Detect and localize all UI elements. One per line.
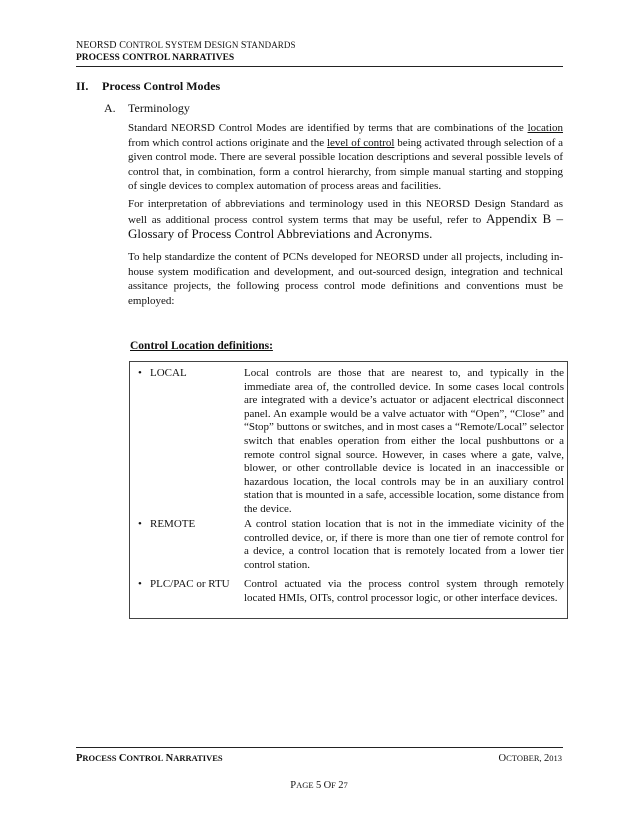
control-location-title: Control Location definitions:: [130, 340, 273, 352]
definition-term: [138, 578, 242, 592]
subsection-heading: [104, 101, 190, 116]
footer-date: OCTOBER, 2013: [498, 753, 562, 764]
term-label: REMOTE: [150, 518, 196, 530]
term-level-of-control: level of control: [326, 136, 395, 149]
section-heading: [76, 79, 220, 94]
definition-text: Local controls are those that are nearest to, and typically in the immediate area of, the controlled device. In some cases local controls are integrated with a device’s actuator or adjacent electrical disconnect panel. An example would be a valve actuator with “Open”, “Close” and “Stop” buttons or switches, and in most cases a “Remote/Local” selector switch that enables operation from either the local pushbuttons or a remote control signal source. However, in cases where a gate, valve, blower, or other controllable device is located in an inaccessible or hazardous location, the local controls may be in an auxiliary control station that is mounted in a safe, accessible location, some distance from the device.: [244, 367, 564, 515]
page-number: PAGE 5 OF 27: [290, 780, 348, 791]
term-label: LOCAL: [150, 367, 187, 379]
subsection-letter: A.: [104, 101, 116, 115]
p1-text-3: being activated through selection of a given control mode. There are several possible location descriptions and several possible levels of control that, in combination, form a control hierarchy, from simple manual starting and stopping of single devices to complex automation of process areas and facilities.: [128, 136, 564, 193]
header-text-part: S: [165, 40, 171, 51]
p2-text: For interpretation of abbreviations and terminology used in this NEORSD Design Standard as well as additional process control system terms that may be useful, refer to: [128, 198, 563, 226]
paragraph-control-modes: [128, 121, 563, 194]
p1-text-1: Standard NEORSD Control Modes are identified by terms that are combinations of the: [128, 122, 528, 134]
bullet-icon: •: [138, 578, 142, 590]
header-rule: [76, 66, 563, 67]
p1-text-2: from which control actions originate and the: [128, 136, 327, 149]
header-text-part: ESIGN: [211, 40, 241, 50]
control-location-table: [129, 361, 568, 619]
running-header-subtitle: PROCESS CONTROL NARRATIVES: [76, 53, 235, 63]
footer-rule: [76, 747, 563, 748]
appendix-reference: Appendix B – Glossary of Process Control Abbreviations and Acronyms.: [128, 210, 563, 242]
header-text-part: YSTEM: [170, 40, 205, 50]
header-text-part: NEORSD: [76, 40, 120, 51]
header-text-part: C: [119, 40, 126, 51]
term-location: location: [527, 122, 563, 134]
definition-text: A control station location that is not in the immediate vicinity of the controlled device, or, if there is more than one tier of remote control for a device, a control location that is remotely located from a lower tier control station.: [244, 518, 564, 571]
section-title: Process Control Modes: [102, 79, 221, 93]
header-text-part: D: [204, 40, 212, 51]
running-header-title: [76, 40, 296, 51]
paragraph-standardize: To help standardize the content of PCNs developed for NEORSD under all projects, including in-house system modification and development, and out-sourced design, integration and technical assitance projects, the following process control mode definitions and conventions must be employed:: [128, 251, 563, 307]
definition-term: [138, 367, 242, 381]
header-text-part: ONTROL: [126, 40, 166, 50]
term-label: PLC/PAC or RTU: [150, 578, 230, 590]
section-number: II.: [76, 79, 89, 93]
bullet-icon: •: [138, 367, 142, 379]
bullet-icon: •: [138, 518, 142, 530]
definition-text: Control actuated via the process control system through remotely located HMIs, OITs, control processor logic, or other interface devices.: [244, 578, 564, 604]
paragraph-abbreviations: [128, 197, 563, 243]
subsection-title: Terminology: [128, 101, 190, 115]
footer-title: PROCESS CONTROL NARRATIVES: [76, 753, 223, 764]
header-text-part: TANDARDS: [246, 40, 296, 50]
definition-term: [138, 518, 242, 532]
header-text-part: S: [240, 40, 247, 51]
